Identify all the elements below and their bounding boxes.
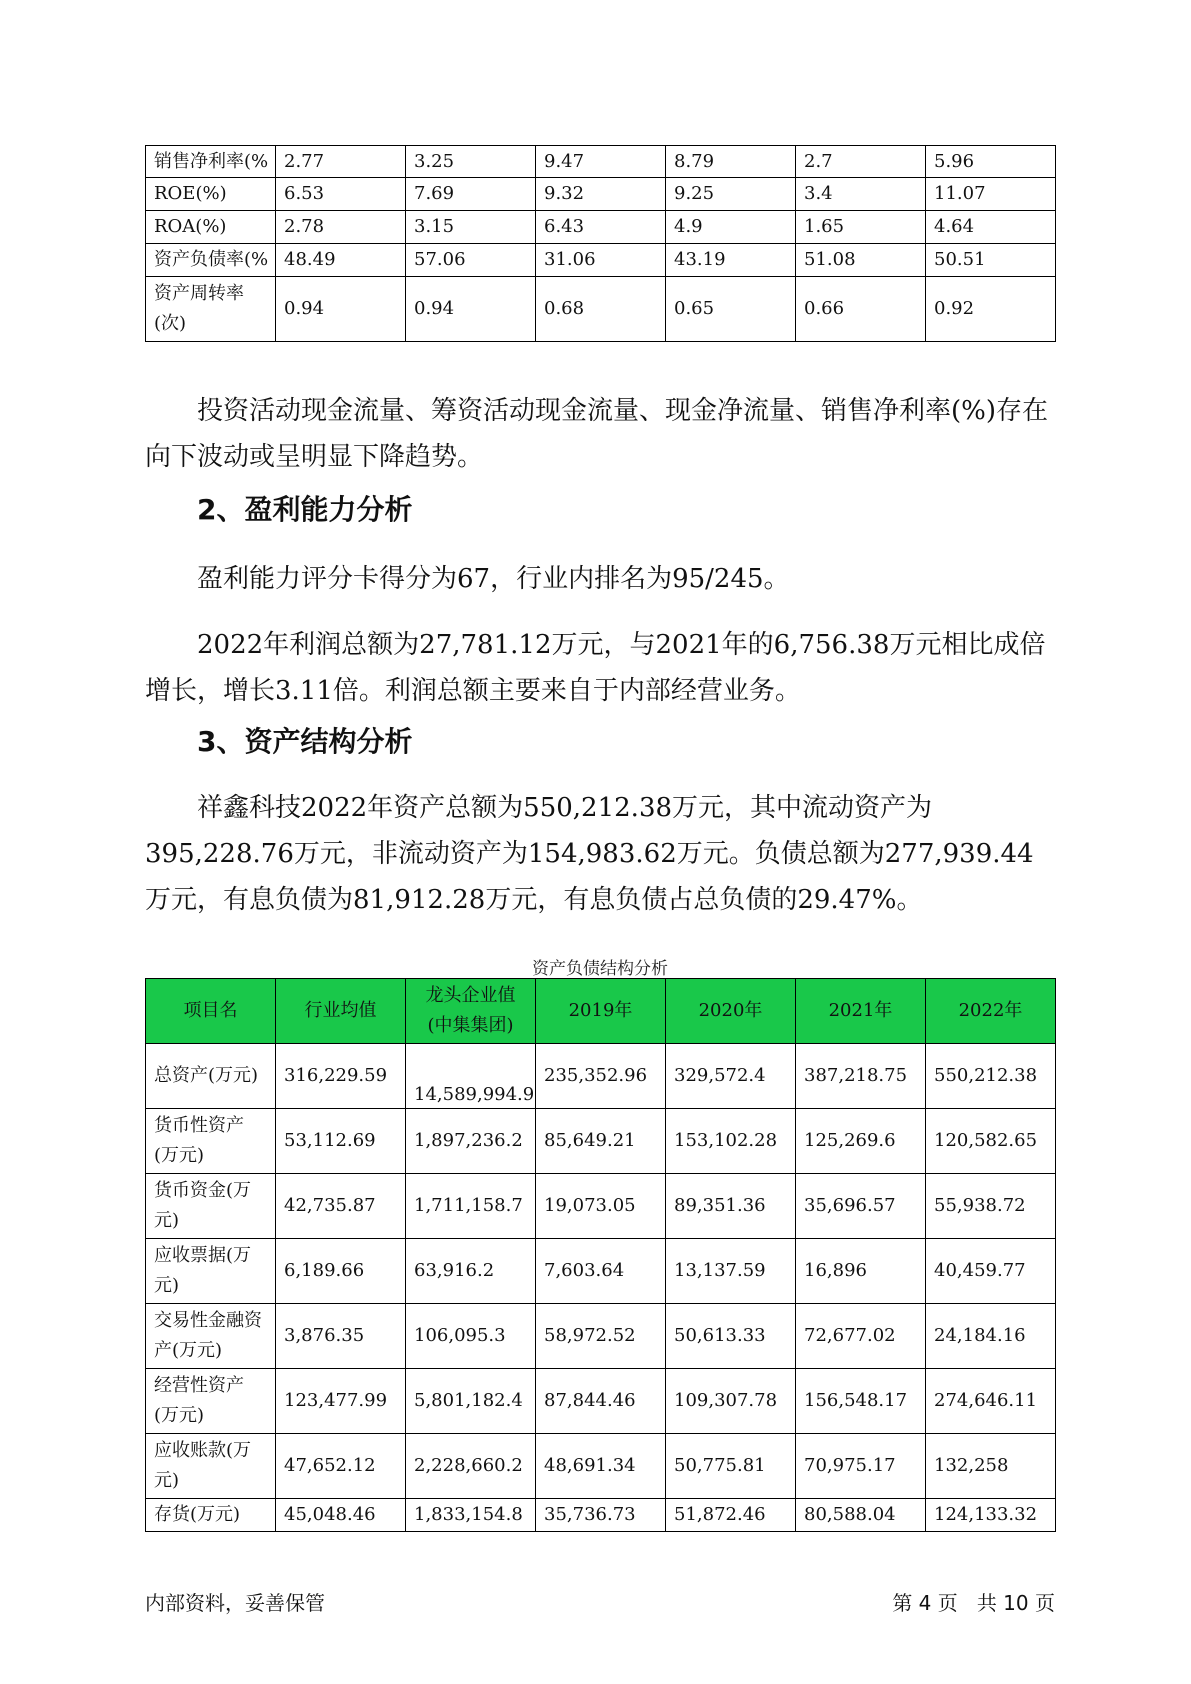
table-cell: 6,189.66: [276, 1239, 406, 1304]
table-cell: 50,775.81: [666, 1434, 796, 1499]
table-cell: 70,975.17: [796, 1434, 926, 1499]
table-cell: 48.49: [276, 244, 406, 277]
table-cell: 9.25: [666, 178, 796, 211]
table-cell: 0.66: [796, 277, 926, 342]
column-header: 2019年: [536, 979, 666, 1044]
table-cell: 31.06: [536, 244, 666, 277]
table-cell: 1.65: [796, 211, 926, 244]
table-cell: 235,352.96: [536, 1044, 666, 1109]
row-label: 交易性金融资产(万元): [146, 1304, 276, 1369]
column-header: 行业均值: [276, 979, 406, 1044]
section-heading-assets: 3、资产结构分析: [197, 725, 413, 758]
table-cell: 7.69: [406, 178, 536, 211]
table-row: [146, 211, 1056, 244]
table-cell: 47,652.12: [276, 1434, 406, 1499]
table-cell: 123,477.99: [276, 1369, 406, 1434]
table-cell: 53,112.69: [276, 1109, 406, 1174]
table-row: [146, 244, 1056, 277]
table-cell: 72,677.02: [796, 1304, 926, 1369]
table-cell: 89,351.36: [666, 1174, 796, 1239]
table-cell: 120,582.65: [926, 1109, 1056, 1174]
table-cell: 13,137.59: [666, 1239, 796, 1304]
table-cell: 6.43: [536, 211, 666, 244]
table-cell: 48,691.34: [536, 1434, 666, 1499]
column-header: 2020年: [666, 979, 796, 1044]
table-cell: 45,048.46: [276, 1499, 406, 1532]
row-label: ROE(%): [146, 178, 276, 211]
table-cell: 85,649.21: [536, 1109, 666, 1174]
table-row: [146, 1239, 1056, 1304]
table-cell: 51,872.46: [666, 1499, 796, 1532]
table-cell: 19,073.05: [536, 1174, 666, 1239]
table-cell: 87,844.46: [536, 1369, 666, 1434]
profit-paragraph: 2022年利润总额为27,781.12万元，与2021年的6,756.38万元相比成倍增长，增长3.11倍。利润总额主要来自于内部经营业务。: [145, 630, 1046, 706]
table-cell: 109,307.78: [666, 1369, 796, 1434]
table-cell: 9.47: [536, 146, 666, 178]
footer-page-number: 第 4 页 共 10 页: [892, 1591, 1055, 1615]
table-cell: 2.77: [276, 146, 406, 178]
column-header: 2022年: [926, 979, 1056, 1044]
row-label: 销售净利率(%: [146, 146, 276, 178]
table-cell: 0.65: [666, 277, 796, 342]
table-cell: 35,696.57: [796, 1174, 926, 1239]
table-row: [146, 178, 1056, 211]
table-cell: 0.94: [406, 277, 536, 342]
table-cell: 40,459.77: [926, 1239, 1056, 1304]
table-cell: 0.92: [926, 277, 1056, 342]
score-paragraph: 盈利能力评分卡得分为67，行业内排名为95/245。: [197, 564, 790, 594]
table-cell: 57.06: [406, 244, 536, 277]
table-cell: 58,972.52: [536, 1304, 666, 1369]
table-cell: 387,218.75: [796, 1044, 926, 1109]
asset-structure-table: [145, 978, 1056, 1532]
table-cell: 50,613.33: [666, 1304, 796, 1369]
table-cell: 43.19: [666, 244, 796, 277]
table-cell: 35,736.73: [536, 1499, 666, 1532]
table-cell: 80,588.04: [796, 1499, 926, 1532]
table-cell: 2.7: [796, 146, 926, 178]
table-cell: 2,228,660.2: [406, 1434, 536, 1499]
table-cell: 55,938.72: [926, 1174, 1056, 1239]
table-cell: 2.78: [276, 211, 406, 244]
column-header: 2021年: [796, 979, 926, 1044]
table-row: [146, 146, 1056, 178]
table-cell: 4.9: [666, 211, 796, 244]
table-cell: 24,184.16: [926, 1304, 1056, 1369]
table-cell: 14,589,994.9: [406, 1044, 536, 1109]
table-cell: 124,133.32: [926, 1499, 1056, 1532]
table-header-row: [146, 979, 1056, 1044]
table-cell: 50.51: [926, 244, 1056, 277]
table-cell: 7,603.64: [536, 1239, 666, 1304]
table-row: [146, 1499, 1056, 1532]
row-label: 应收票据(万元): [146, 1239, 276, 1304]
row-label: 资产周转率(次): [146, 277, 276, 342]
row-label: 资产负债率(%: [146, 244, 276, 277]
table-cell: 4.64: [926, 211, 1056, 244]
row-label: 货币性资产(万元): [146, 1109, 276, 1174]
column-header: 龙头企业值(中集集团): [406, 979, 536, 1044]
table-cell: 3.15: [406, 211, 536, 244]
row-label: ROA(%): [146, 211, 276, 244]
row-label: 应收账款(万元): [146, 1434, 276, 1499]
table-cell: 51.08: [796, 244, 926, 277]
table-cell: 153,102.28: [666, 1109, 796, 1174]
table-cell: 1,897,236.2: [406, 1109, 536, 1174]
column-header: 项目名: [146, 979, 276, 1044]
table-cell: 5.96: [926, 146, 1056, 178]
table-cell: 3,876.35: [276, 1304, 406, 1369]
row-label: 货币资金(万元): [146, 1174, 276, 1239]
table-cell: 3.25: [406, 146, 536, 178]
table-cell: 1,833,154.8: [406, 1499, 536, 1532]
table-row: [146, 1174, 1056, 1239]
row-label: 总资产(万元): [146, 1044, 276, 1109]
table-cell: 9.32: [536, 178, 666, 211]
trend-paragraph: 投资活动现金流量、筹资活动现金流量、现金净流量、销售净利率(%)存在向下波动或呈明显下降趋势。: [145, 396, 1048, 472]
ratio-table: [145, 145, 1056, 342]
table-cell: 16,896: [796, 1239, 926, 1304]
table-cell: 6.53: [276, 178, 406, 211]
table-cell: 1,711,158.7: [406, 1174, 536, 1239]
table-cell: 8.79: [666, 146, 796, 178]
table-caption: 资产负债结构分析: [532, 959, 668, 979]
table-row: [146, 277, 1056, 342]
table-cell: 0.94: [276, 277, 406, 342]
table-cell: 329,572.4: [666, 1044, 796, 1109]
assets-paragraph: 祥鑫科技2022年资产总额为550,212.38万元，其中流动资产为395,228.76万元，非流动资产为154,983.62万元。负债总额为277,939.44万元，有息负债为81,912.28万元，有息负债占总负债的29.47%。: [145, 793, 1034, 915]
row-label: 经营性资产(万元): [146, 1369, 276, 1434]
table-cell: 125,269.6: [796, 1109, 926, 1174]
table-cell: 156,548.17: [796, 1369, 926, 1434]
row-label: 存货(万元): [146, 1499, 276, 1532]
table-cell: 5,801,182.4: [406, 1369, 536, 1434]
table-cell: 550,212.38: [926, 1044, 1056, 1109]
footer-confidential-note: 内部资料，妥善保管: [145, 1591, 325, 1615]
table-row: [146, 1109, 1056, 1174]
table-row: [146, 1434, 1056, 1499]
table-cell: 3.4: [796, 178, 926, 211]
table-cell: 274,646.11: [926, 1369, 1056, 1434]
table-cell: 63,916.2: [406, 1239, 536, 1304]
section-heading-profit: 2、盈利能力分析: [197, 493, 413, 526]
table-cell: 42,735.87: [276, 1174, 406, 1239]
table-cell: 11.07: [926, 178, 1056, 211]
table-cell: 106,095.3: [406, 1304, 536, 1369]
table-cell: 0.68: [536, 277, 666, 342]
table-cell: 132,258: [926, 1434, 1056, 1499]
table-row: [146, 1044, 1056, 1109]
table-row: [146, 1369, 1056, 1434]
table-row: [146, 1304, 1056, 1369]
table-cell: 316,229.59: [276, 1044, 406, 1109]
